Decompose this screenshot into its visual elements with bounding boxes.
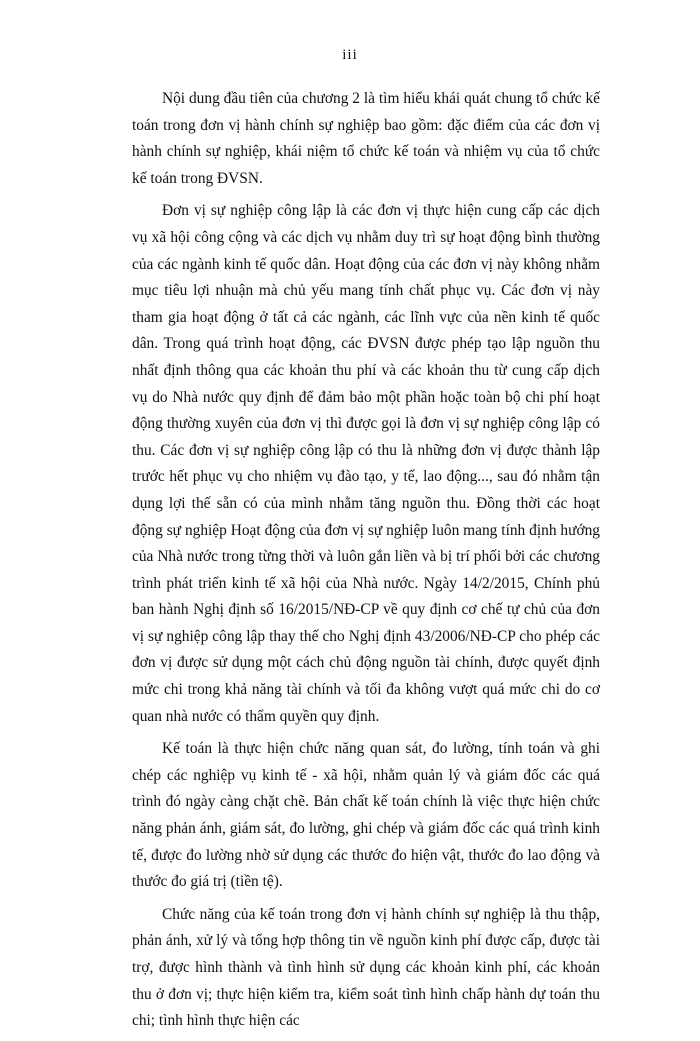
paragraph-chapter-summary: Nội dung đầu tiên của chương 2 là tìm hiểu khái quát chung tổ chức kế toán trong đơn vị hành chính sự nghiệp bao gồm: đặc điểm của các đơn vị hành chính sự nghiệp, khái niệm tổ chức kế toán và nhiệm vụ của tổ chức kế toán trong ĐVSN. [132, 90, 600, 187]
paragraph-accounting-definition: Kế toán là thực hiện chức năng quan sát, đo lường, tính toán và ghi chép các nghiệp vụ kinh tế - xã hội, nhằm quản lý và giám đốc các quá trình đó ngày càng chặt chẽ. Bản chất kế toán chính là việc thực hiện chức năng phản ánh, giám sát, đo lường, ghi chép và giám đốc các quá trình kinh tế, được đo lường nhờ sử dụng các thước đo hiện vật, thước đo lao động và thước đo giá trị (tiền tệ). [132, 740, 600, 891]
paragraph-accounting-function: Chức năng của kế toán trong đơn vị hành chính sự nghiệp là thu thập, phản ánh, xử lý và tổng hợp thông tin về nguồn kinh phí được cấp, được tài trợ, được hình thành và tình hình sử dụng các khoản kinh phí, các khoản thu ở đơn vị; thực hiện kiểm tra, kiểm soát tình hình chấp hành dự toán thu chi; tình hình thực hiện các [132, 905, 600, 1030]
paragraph-public-service-units: Đơn vị sự nghiệp công lập là các đơn vị thực hiện cung cấp các dịch vụ xã hội công cộng và các dịch vụ nhằm duy trì sự hoạt động bình thường của các ngành kinh tế quốc dân. Hoạt động của các đơn vị này không nhằm mục tiêu lợi nhuận mà chủ yếu mang tính chất phục vụ. Các đơn vị này tham gia hoạt động ở tất cả các ngành, các lĩnh vực của nền kinh tế quốc dân. Trong quá trình hoạt động, các ĐVSN được phép tạo lập nguồn thu nhất định thông qua các khoản thu phí và các khoản thu từ cung cấp dịch vụ do Nhà nước quy định để đảm bảo một phần hoặc toàn bộ chi phí hoạt động thường xuyên của đơn vị thì được gọi là đơn vị sự nghiệp công lập có thu. Các đơn vị sự nghiệp công lập có thu là những đơn vị được thành lập trước hết phục vụ cho nhiệm vụ đào tạo, y tế, lao động..., sau đó nhằm tận dụng lợi thế sẵn có của mình nhằm tăng nguồn thu. Đồng thời các hoạt động sự nghiệp Hoạt động của đơn vị sự nghiệp luôn mang tính định hướng của Nhà nước trong từng thời và luôn gắn liền và bị trí phối bởi các chương trình phát triển kinh tế xã hội của Nhà nước. Ngày 14/2/2015, Chính phủ ban hành Nghị định số 16/2015/NĐ-CP về quy định cơ chế tự chủ của đơn vị sự nghiệp công lập thay thế cho Nghị định 43/2006/NĐ-CP cho phép các đơn vị được sử dụng một cách chủ động nguồn tài chính, được quyết định mức chi trong khả năng tài chính và tối đa không vượt quá mức chi do cơ quan nhà nước có thẩm quyền quy định. [132, 202, 600, 725]
body-text [132, 86, 600, 1041]
page-number: iii [342, 47, 358, 63]
